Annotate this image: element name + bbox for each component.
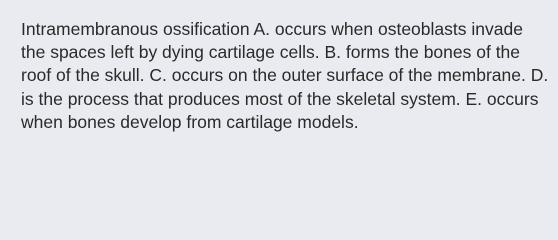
- question-text: Intramembranous ossification A. occurs when osteoblasts invade the spaces left by dying cartilage cells. B. forms the bones of the roof of the skull. C. occurs on the outer surface of the membrane. D. is the process that produces most of the skeletal system. E. occurs when bones develop from cartilage models.: [21, 19, 549, 132]
